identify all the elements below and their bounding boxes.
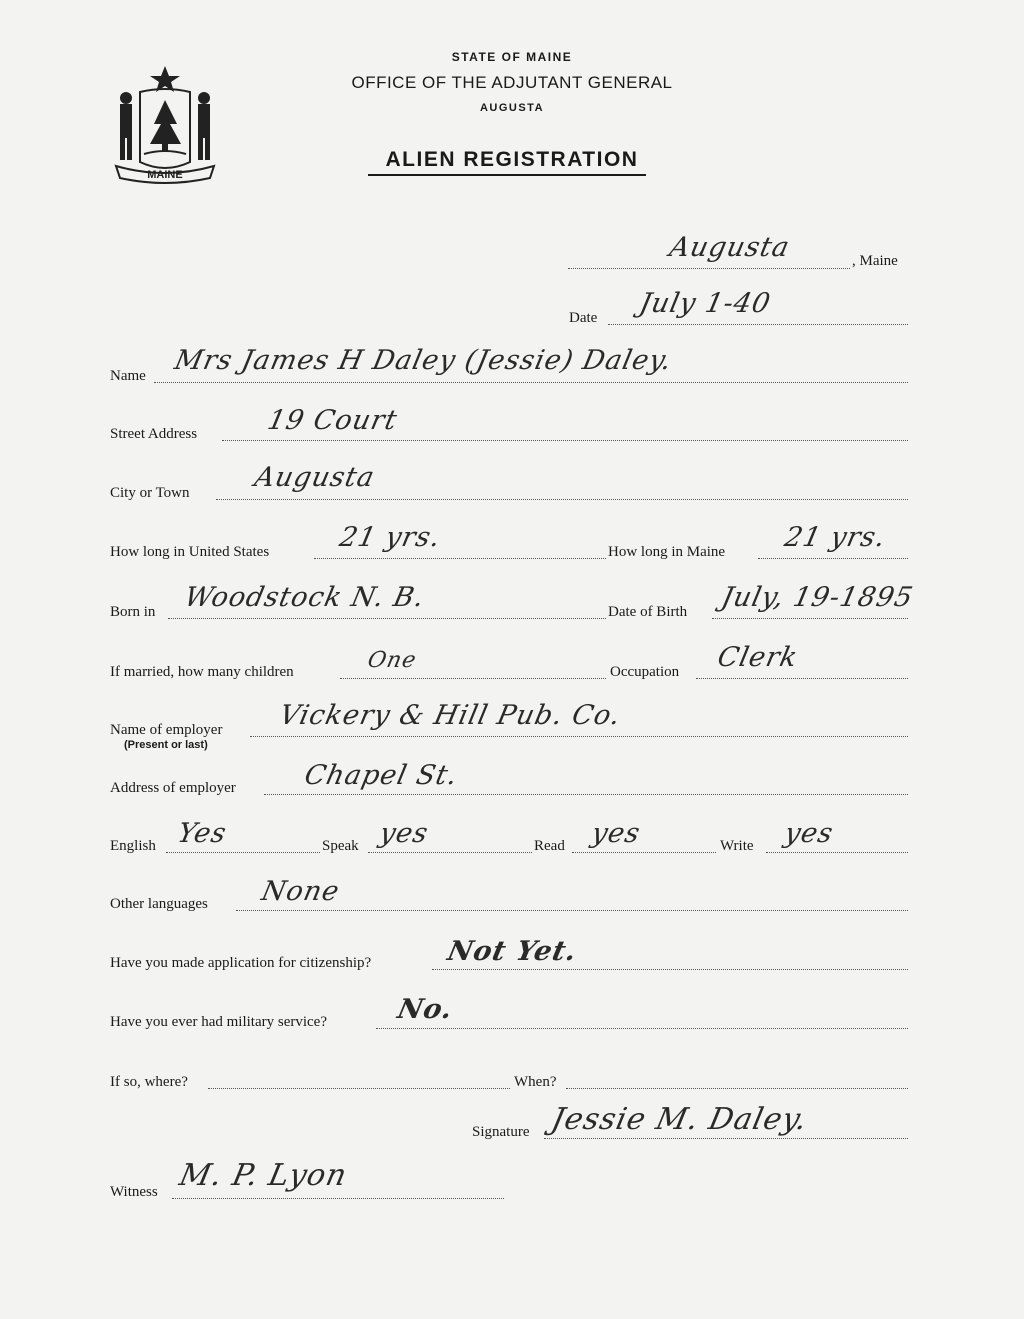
write-line bbox=[766, 852, 908, 853]
header-office: OFFICE OF THE ADJUTANT GENERAL bbox=[351, 73, 673, 92]
maine-time-label: How long in Maine bbox=[608, 544, 726, 560]
signature-value: Jessie M. Daley. bbox=[548, 1102, 811, 1137]
born-value: Woodstock N. B. bbox=[181, 582, 428, 613]
occupation-value: Clerk bbox=[714, 642, 801, 673]
read-line bbox=[572, 852, 716, 853]
city-line bbox=[216, 499, 908, 500]
other-lang-value: None bbox=[258, 876, 343, 907]
where-label: If so, where? bbox=[110, 1074, 188, 1090]
date-line bbox=[608, 324, 908, 325]
employer-value: Vickery & Hill Pub. Co. bbox=[276, 700, 624, 731]
signature-label: Signature bbox=[472, 1124, 530, 1140]
witness-label: Witness bbox=[110, 1184, 158, 1200]
town-value: Augusta bbox=[666, 232, 793, 263]
citizenship-line bbox=[432, 969, 908, 970]
street-line bbox=[222, 440, 908, 441]
other-lang-label: Other languages bbox=[110, 896, 208, 912]
military-line bbox=[376, 1028, 908, 1029]
maine-time-line bbox=[758, 558, 908, 559]
write-value: yes bbox=[781, 818, 837, 849]
write-label: Write bbox=[720, 838, 754, 854]
us-time-label: How long in United States bbox=[110, 544, 270, 560]
name-label: Name bbox=[110, 368, 146, 384]
form-title: ALIEN REGISTRATION bbox=[385, 148, 639, 171]
street-label: Street Address bbox=[110, 426, 198, 442]
occupation-label: Occupation bbox=[610, 664, 680, 680]
employer-addr-label: Address of employer bbox=[110, 780, 236, 796]
header-city: AUGUSTA bbox=[479, 102, 545, 114]
employer-line bbox=[250, 736, 908, 737]
town-line bbox=[568, 268, 850, 269]
dob-line bbox=[712, 618, 908, 619]
military-label: Have you ever had military service? bbox=[110, 1014, 327, 1030]
employer-note: (Present or last) bbox=[124, 739, 208, 751]
witness-value: M. P. Lyon bbox=[176, 1158, 351, 1193]
read-value: yes bbox=[588, 818, 644, 849]
employer-addr-line bbox=[264, 794, 908, 795]
name-value: Mrs James H Daley (Jessie) Daley. bbox=[171, 345, 675, 376]
military-value: No. bbox=[394, 994, 456, 1025]
maine-time-value: 21 yrs. bbox=[781, 522, 889, 553]
speak-label: Speak bbox=[322, 838, 359, 854]
seal-motto-text: MAINE bbox=[147, 169, 183, 181]
children-label: If married, how many children bbox=[110, 664, 294, 680]
date-value: July 1-40 bbox=[636, 288, 774, 319]
where-line bbox=[208, 1088, 510, 1089]
signature-line bbox=[544, 1138, 908, 1139]
header-state: STATE OF MAINE bbox=[451, 50, 573, 64]
maine-label: , Maine bbox=[852, 253, 898, 269]
dob-label: Date of Birth bbox=[608, 604, 688, 620]
us-time-line bbox=[314, 558, 606, 559]
children-value: One bbox=[365, 648, 419, 673]
city-value: Augusta bbox=[251, 462, 378, 493]
read-label: Read bbox=[534, 838, 565, 854]
dob-value: July, 19-1895 bbox=[718, 582, 917, 613]
title-underline bbox=[368, 174, 646, 176]
speak-value: yes bbox=[376, 818, 432, 849]
english-value: Yes bbox=[174, 818, 230, 849]
occupation-line bbox=[696, 678, 908, 679]
other-lang-line bbox=[236, 910, 908, 911]
english-label: English bbox=[110, 838, 156, 854]
when-label: When? bbox=[514, 1074, 557, 1090]
born-line bbox=[168, 618, 606, 619]
name-line bbox=[154, 382, 908, 383]
city-label: City or Town bbox=[110, 485, 190, 501]
employer-label: Name of employer bbox=[110, 722, 223, 738]
witness-line bbox=[172, 1198, 504, 1199]
when-line bbox=[566, 1088, 908, 1089]
speak-line bbox=[368, 852, 532, 853]
born-label: Born in bbox=[110, 604, 156, 620]
us-time-value: 21 yrs. bbox=[336, 522, 444, 553]
employer-addr-value: Chapel St. bbox=[301, 760, 461, 791]
english-line bbox=[166, 852, 320, 853]
children-line bbox=[340, 678, 606, 679]
date-label: Date bbox=[569, 310, 598, 326]
citizenship-label: Have you made application for citizenship? bbox=[110, 955, 372, 971]
street-value: 19 Court bbox=[264, 405, 401, 436]
citizenship-value: Not Yet. bbox=[444, 936, 580, 967]
